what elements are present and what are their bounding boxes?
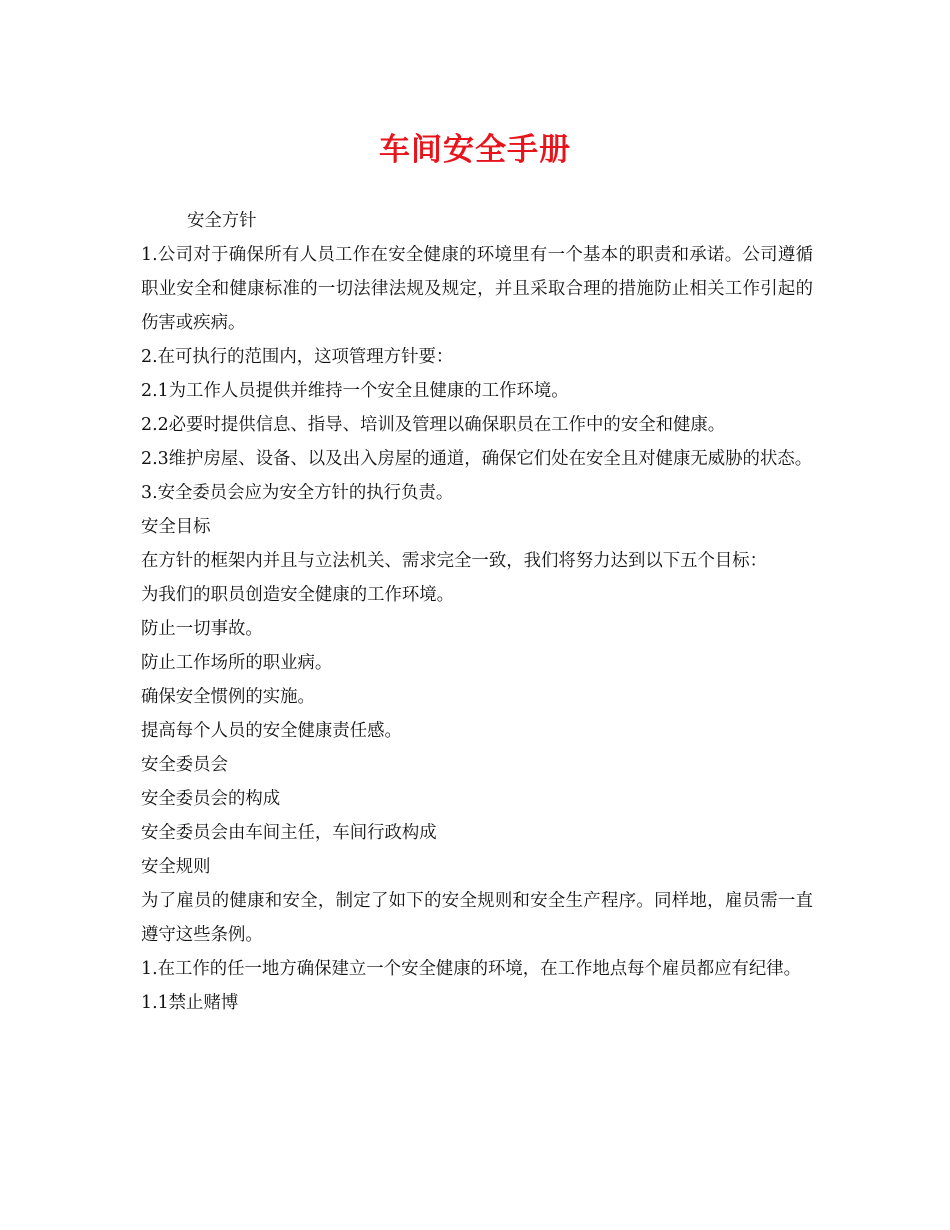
- section-heading-policy: 安全方针: [187, 211, 257, 231]
- paragraph: 在方针的框架内并且与立法机关、需求完全一致，我们将努力达到以下五个目标：: [141, 551, 768, 571]
- paragraph: 1.公司对于确保所有人员工作在安全健康的环境里有一个基本的职责和承诺。公司遵循职业安全和健康标准的一切法律法规及规定，并且采取合理的措施防止相关工作引起的伤害或疾病。: [141, 245, 813, 333]
- paragraph: 安全委员会由车间主任，车间行政构成: [141, 823, 437, 843]
- list-item: 为我们的职员创造安全健康的工作环境。: [141, 585, 455, 605]
- paragraph: 2.3维护房屋、设备、以及出入房屋的通道，确保它们处在安全且对健康无威胁的状态。: [141, 449, 813, 469]
- paragraph: 1.1禁止赌博: [141, 993, 239, 1013]
- section-heading-committee: 安全委员会: [141, 755, 228, 775]
- section-heading-rules: 安全规则: [141, 857, 211, 877]
- document-title: 车间安全手册: [379, 132, 571, 168]
- paragraph: 为了雇员的健康和安全，制定了如下的安全规则和安全生产程序。同样地，雇员需一直遵守这些条例。: [141, 891, 813, 945]
- section-heading-goals: 安全目标: [141, 517, 211, 537]
- document-body: [141, 204, 813, 1020]
- paragraph: 2.2必要时提供信息、指导、培训及管理以确保职员在工作中的安全和健康。: [141, 415, 726, 435]
- paragraph: 3.安全委员会应为安全方针的执行负责。: [141, 483, 454, 503]
- list-item: 提高每个人员的安全健康责任感。: [141, 721, 402, 741]
- list-item: 防止一切事故。: [141, 619, 263, 639]
- paragraph: 1.在工作的任一地方确保建立一个安全健康的环境，在工作地点每个雇员都应有纪律。: [141, 959, 802, 979]
- list-item: 防止工作场所的职业病。: [141, 653, 333, 673]
- list-item: 确保安全惯例的实施。: [141, 687, 315, 707]
- subsection-heading: 安全委员会的构成: [141, 789, 281, 809]
- paragraph: 2.在可执行的范围内，这项管理方针要：: [141, 347, 454, 367]
- paragraph: 2.1为工作人员提供并维持一个安全且健康的工作环境。: [141, 381, 569, 401]
